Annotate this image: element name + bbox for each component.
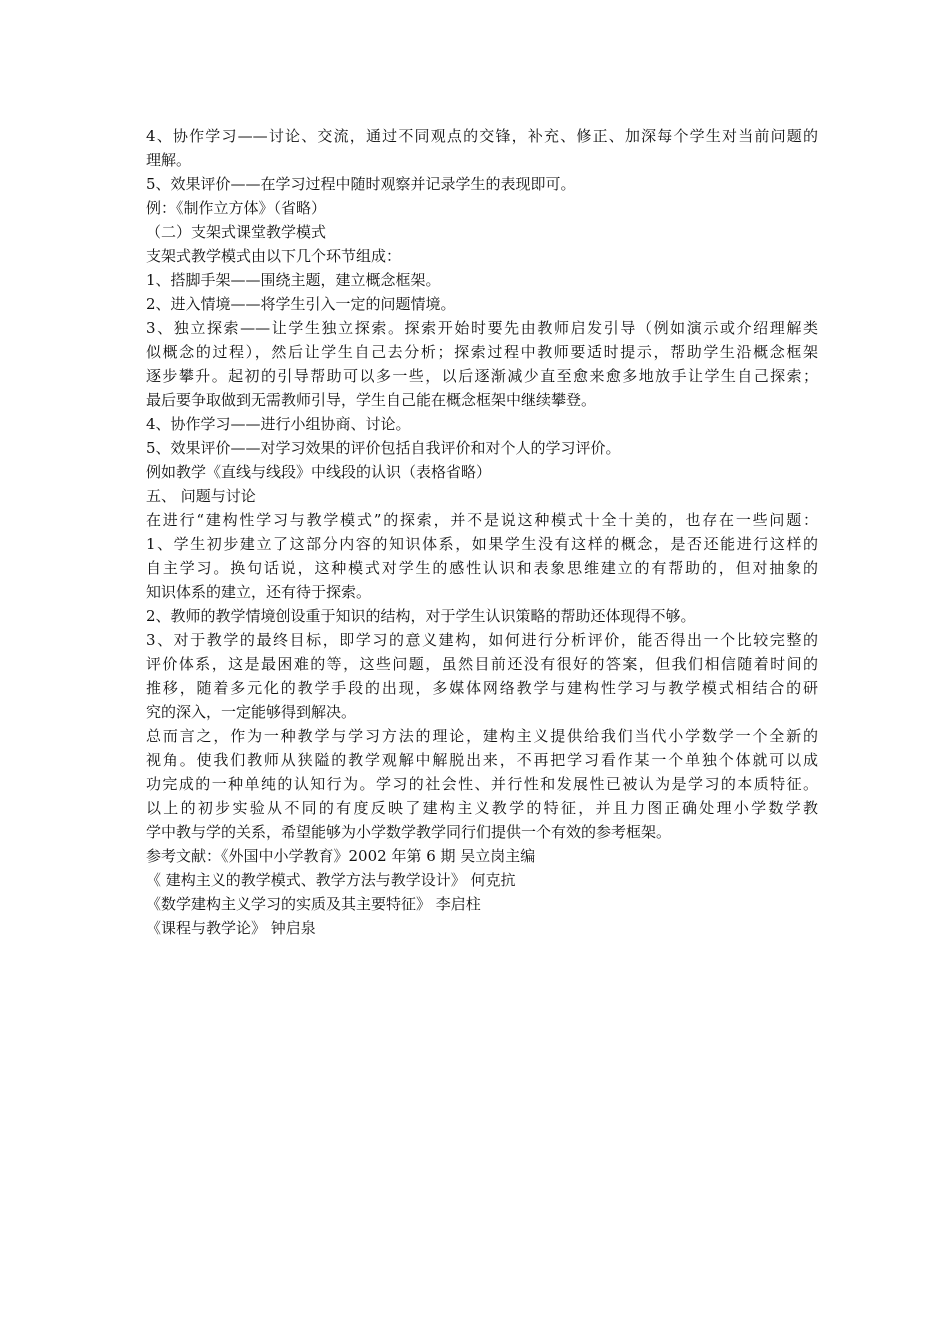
text-line: 功完成的一种单纯的认知行为。学习的社会性、并行性和发展性已被认为是学习的本质特征。 [146, 775, 818, 793]
text-line: 总而言之，作为一种教学与学习方法的理论，建构主义提供给我们当代小学数学一个全新的 [146, 727, 818, 745]
text-line: 例如教学《直线与线段》中线段的认识（表格省略） [146, 463, 492, 481]
text-line: 评价体系，这是最困难的等，这些问题，虽然目前还没有很好的答案，但我们相信随着时间的 [146, 655, 818, 673]
text-line: 最后要争取做到无需教师引导，学生自己能在概念框架中继续攀登。 [146, 391, 597, 409]
text-line: 3、独立探索——让学生独立探索。探索开始时要先由教师启发引导（例如演示或介绍理解类 [146, 319, 818, 337]
text-line: 5、效果评价——对学习效果的评价包括自我评价和对个人的学习评价。 [146, 439, 621, 457]
text-line: 《 建构主义的教学模式、教学方法与教学设计》 何克抗 [146, 871, 516, 889]
text-line: 1、学生初步建立了这部分内容的知识体系，如果学生没有这样的概念，是否还能进行这样的 [146, 535, 818, 553]
text-line: 究的深入，一定能够得到解决。 [146, 703, 357, 721]
text-line: 视角。使我们教师从狭隘的教学观解中解脱出来，不再把学习看作某一个单独个体就可以成 [146, 751, 818, 769]
text-line: 《数学建构主义学习的实质及其主要特征》 李启柱 [146, 895, 481, 913]
document-body [146, 124, 818, 940]
text-line: 支架式教学模式由以下几个环节组成： [146, 247, 402, 265]
text-line: 2、进入情境——将学生引入一定的问题情境。 [146, 295, 456, 313]
text-line: 似概念的过程），然后让学生自己去分析；探索过程中教师要适时提示，帮助学生沿概念框架 [146, 343, 818, 361]
text-line: 《课程与教学论》 钟启泉 [146, 919, 316, 937]
text-line: 自主学习。换句话说，这种模式对学生的感性认识和表象思维建立的有帮助的，但对抽象的 [146, 559, 818, 577]
text-line: 4、协作学习——讨论、交流，通过不同观点的交锋，补充、修正、加深每个学生对当前问题的 [146, 127, 818, 145]
text-line: 2、教师的教学情境创设重于知识的结构，对于学生认识策略的帮助还体现得不够。 [146, 607, 696, 625]
text-line: 在进行“建构性学习与教学模式”的探索，并不是说这种模式十全十美的，也存在一些问题： [146, 511, 818, 529]
text-line: 例：《制作立方体》（省略） [146, 199, 327, 217]
text-line: 五、 问题与讨论 [146, 487, 256, 505]
text-line: 1、搭脚手架——围绕主题，建立概念框架。 [146, 271, 441, 289]
text-line: 4、协作学习——进行小组协商、讨论。 [146, 415, 411, 433]
text-line: 以上的初步实验从不同的有度反映了建构主义教学的特征，并且力图正确处理小学数学教 [146, 799, 818, 817]
text-line: 知识体系的建立，还有待于探索。 [146, 583, 372, 601]
text-line: 逐步攀升。起初的引导帮助可以多一些，以后逐渐减少直至愈来愈多地放手让学生自己探索； [146, 367, 818, 385]
text-line: （二）支架式课堂教学模式 [146, 223, 327, 241]
text-line: 理解。 [146, 151, 192, 169]
text-line: 3、对于教学的最终目标，即学习的意义建构，如何进行分析评价，能否得出一个比较完整的 [146, 631, 818, 649]
text-line: 推移，随着多元化的教学手段的出现，多媒体网络教学与建构性学习与教学模式相结合的研 [146, 679, 818, 697]
text-line: 5、效果评价——在学习过程中随时观察并记录学生的表现即可。 [146, 175, 576, 193]
text-line: 参考文献：《外国中小学教育》2002 年第 6 期 吴立岗主编 [146, 847, 536, 865]
text-line: 学中教与学的关系，希望能够为小学数学教学同行们提供一个有效的参考框架。 [146, 823, 672, 841]
